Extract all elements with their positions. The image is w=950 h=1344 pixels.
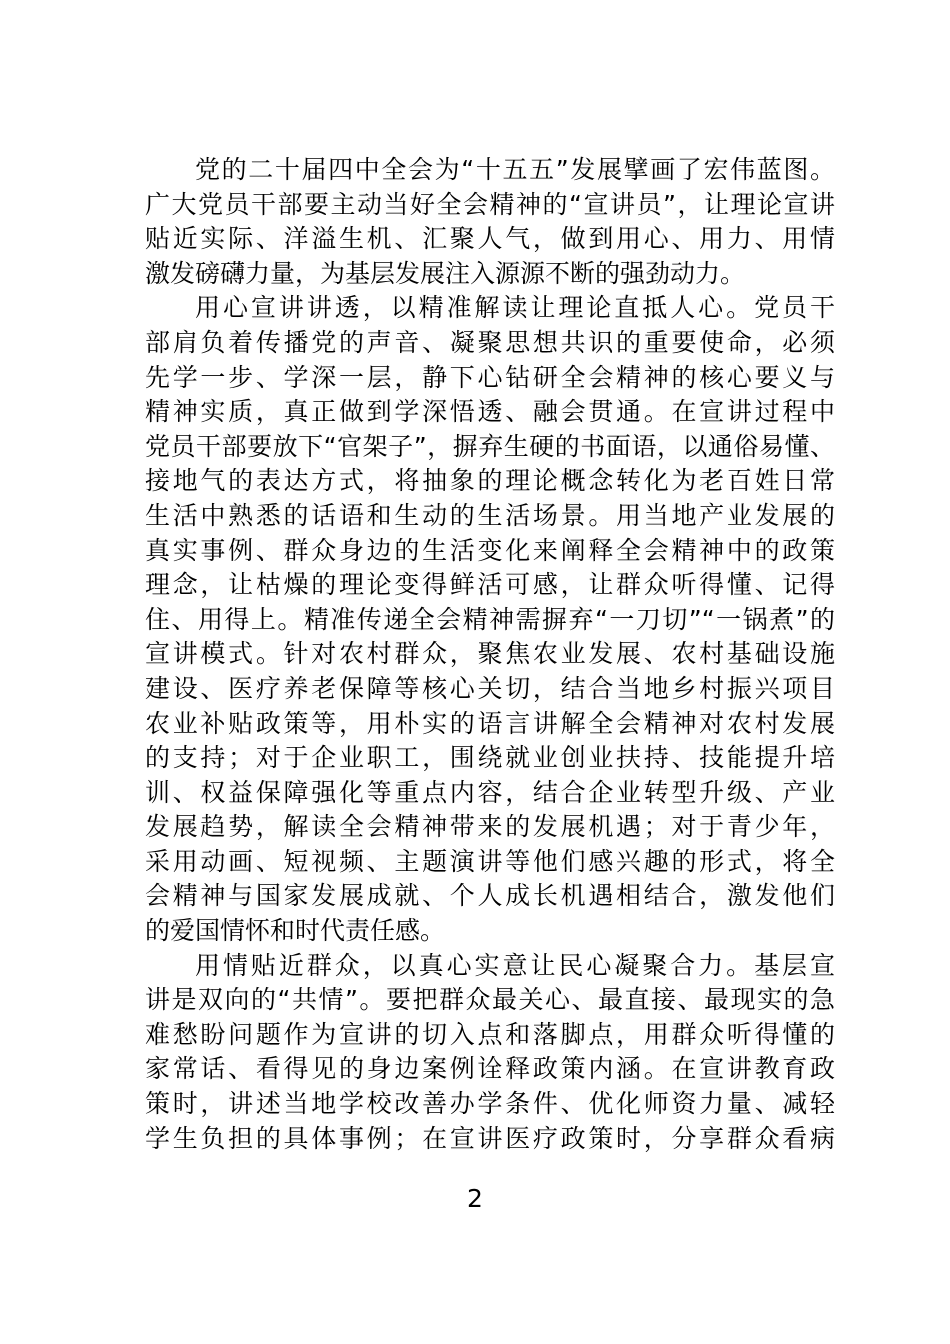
paragraph-line: 农业补贴政策等，用朴实的语言讲解全会精神对农村发展 [145,708,835,738]
paragraph-line: 讲是双向的“共情”。要把群众最关心、最直接、最现实的急 [145,985,835,1015]
paragraph-line: 宣讲模式。针对农村群众，聚焦农业发展、农村基础设施 [145,639,835,669]
paragraph-line: 建设、医疗养老保障等核心关切，结合当地乡村振兴项目 [145,673,835,703]
paragraph-line: 难愁盼问题作为宣讲的切入点和落脚点，用群众听得懂的 [145,1019,835,1049]
paragraph-line: 家常话、看得见的身边案例诠释政策内涵。在宣讲教育政 [145,1054,835,1084]
paragraph-line: 用情贴近群众，以真心实意让民心凝聚合力。基层宣 [195,950,835,980]
paragraph-line: 学生负担的具体事例；在宣讲医疗政策时，分享群众看病 [145,1123,835,1153]
paragraph-line: 激发磅礴力量，为基层发展注入源源不断的强劲动力。 [145,258,746,288]
paragraph-line: 生活中熟悉的话语和生动的生活场景。用当地产业发展的 [145,500,835,530]
paragraph-line: 真实事例、群众身边的生活变化来阐释全会精神中的政策 [145,535,835,565]
paragraph-line: 的支持；对于企业职工，围绕就业创业扶持、技能提升培 [145,743,835,773]
body-text [145,153,835,1156]
paragraph-line: 精神实质，真正做到学深悟透、融会贯通。在宣讲过程中 [145,397,835,427]
paragraph-line: 部肩负着传播党的声音、凝聚思想共识的重要使命，必须 [145,327,835,357]
paragraph-line: 先学一步、学深一层，静下心钻研全会精神的核心要义与 [145,362,835,392]
paragraph-line: 接地气的表达方式，将抽象的理论概念转化为老百姓日常 [145,466,835,496]
paragraph-line: 策时，讲述当地学校改善办学条件、优化师资力量、减轻 [145,1089,835,1119]
paragraph-line: 党员干部要放下“官架子”，摒弃生硬的书面语，以通俗易懂、 [145,431,835,461]
paragraph-line: 的爱国情怀和时代责任感。 [145,916,446,946]
paragraph-line: 用心宣讲讲透，以精准解读让理论直抵人心。党员干 [195,293,835,323]
paragraph-line: 发展趋势，解读全会精神带来的发展机遇；对于青少年， [145,812,835,842]
paragraph-line: 贴近实际、洋溢生机、汇聚人气，做到用心、用力、用情 [145,224,835,254]
paragraph-line: 广大党员干部要主动当好全会精神的“宣讲员”，让理论宣讲 [145,189,835,219]
paragraph-line: 党的二十届四中全会为“十五五”发展擘画了宏伟蓝图。 [195,155,835,184]
paragraph-line: 住、用得上。精准传递全会精神需摒弃“一刀切”“一锅煮”的 [145,604,835,634]
paragraph-line: 理念，让枯燥的理论变得鲜活可感，让群众听得懂、记得 [145,570,835,600]
paragraph-line: 采用动画、短视频、主题演讲等他们感兴趣的形式，将全 [145,846,835,876]
paragraph-line: 训、权益保障强化等重点内容，结合企业转型升级、产业 [145,777,835,807]
page-number: 2 [467,1184,483,1213]
paragraph-line: 会精神与国家发展成就、个人成长机遇相结合，激发他们 [145,881,835,911]
